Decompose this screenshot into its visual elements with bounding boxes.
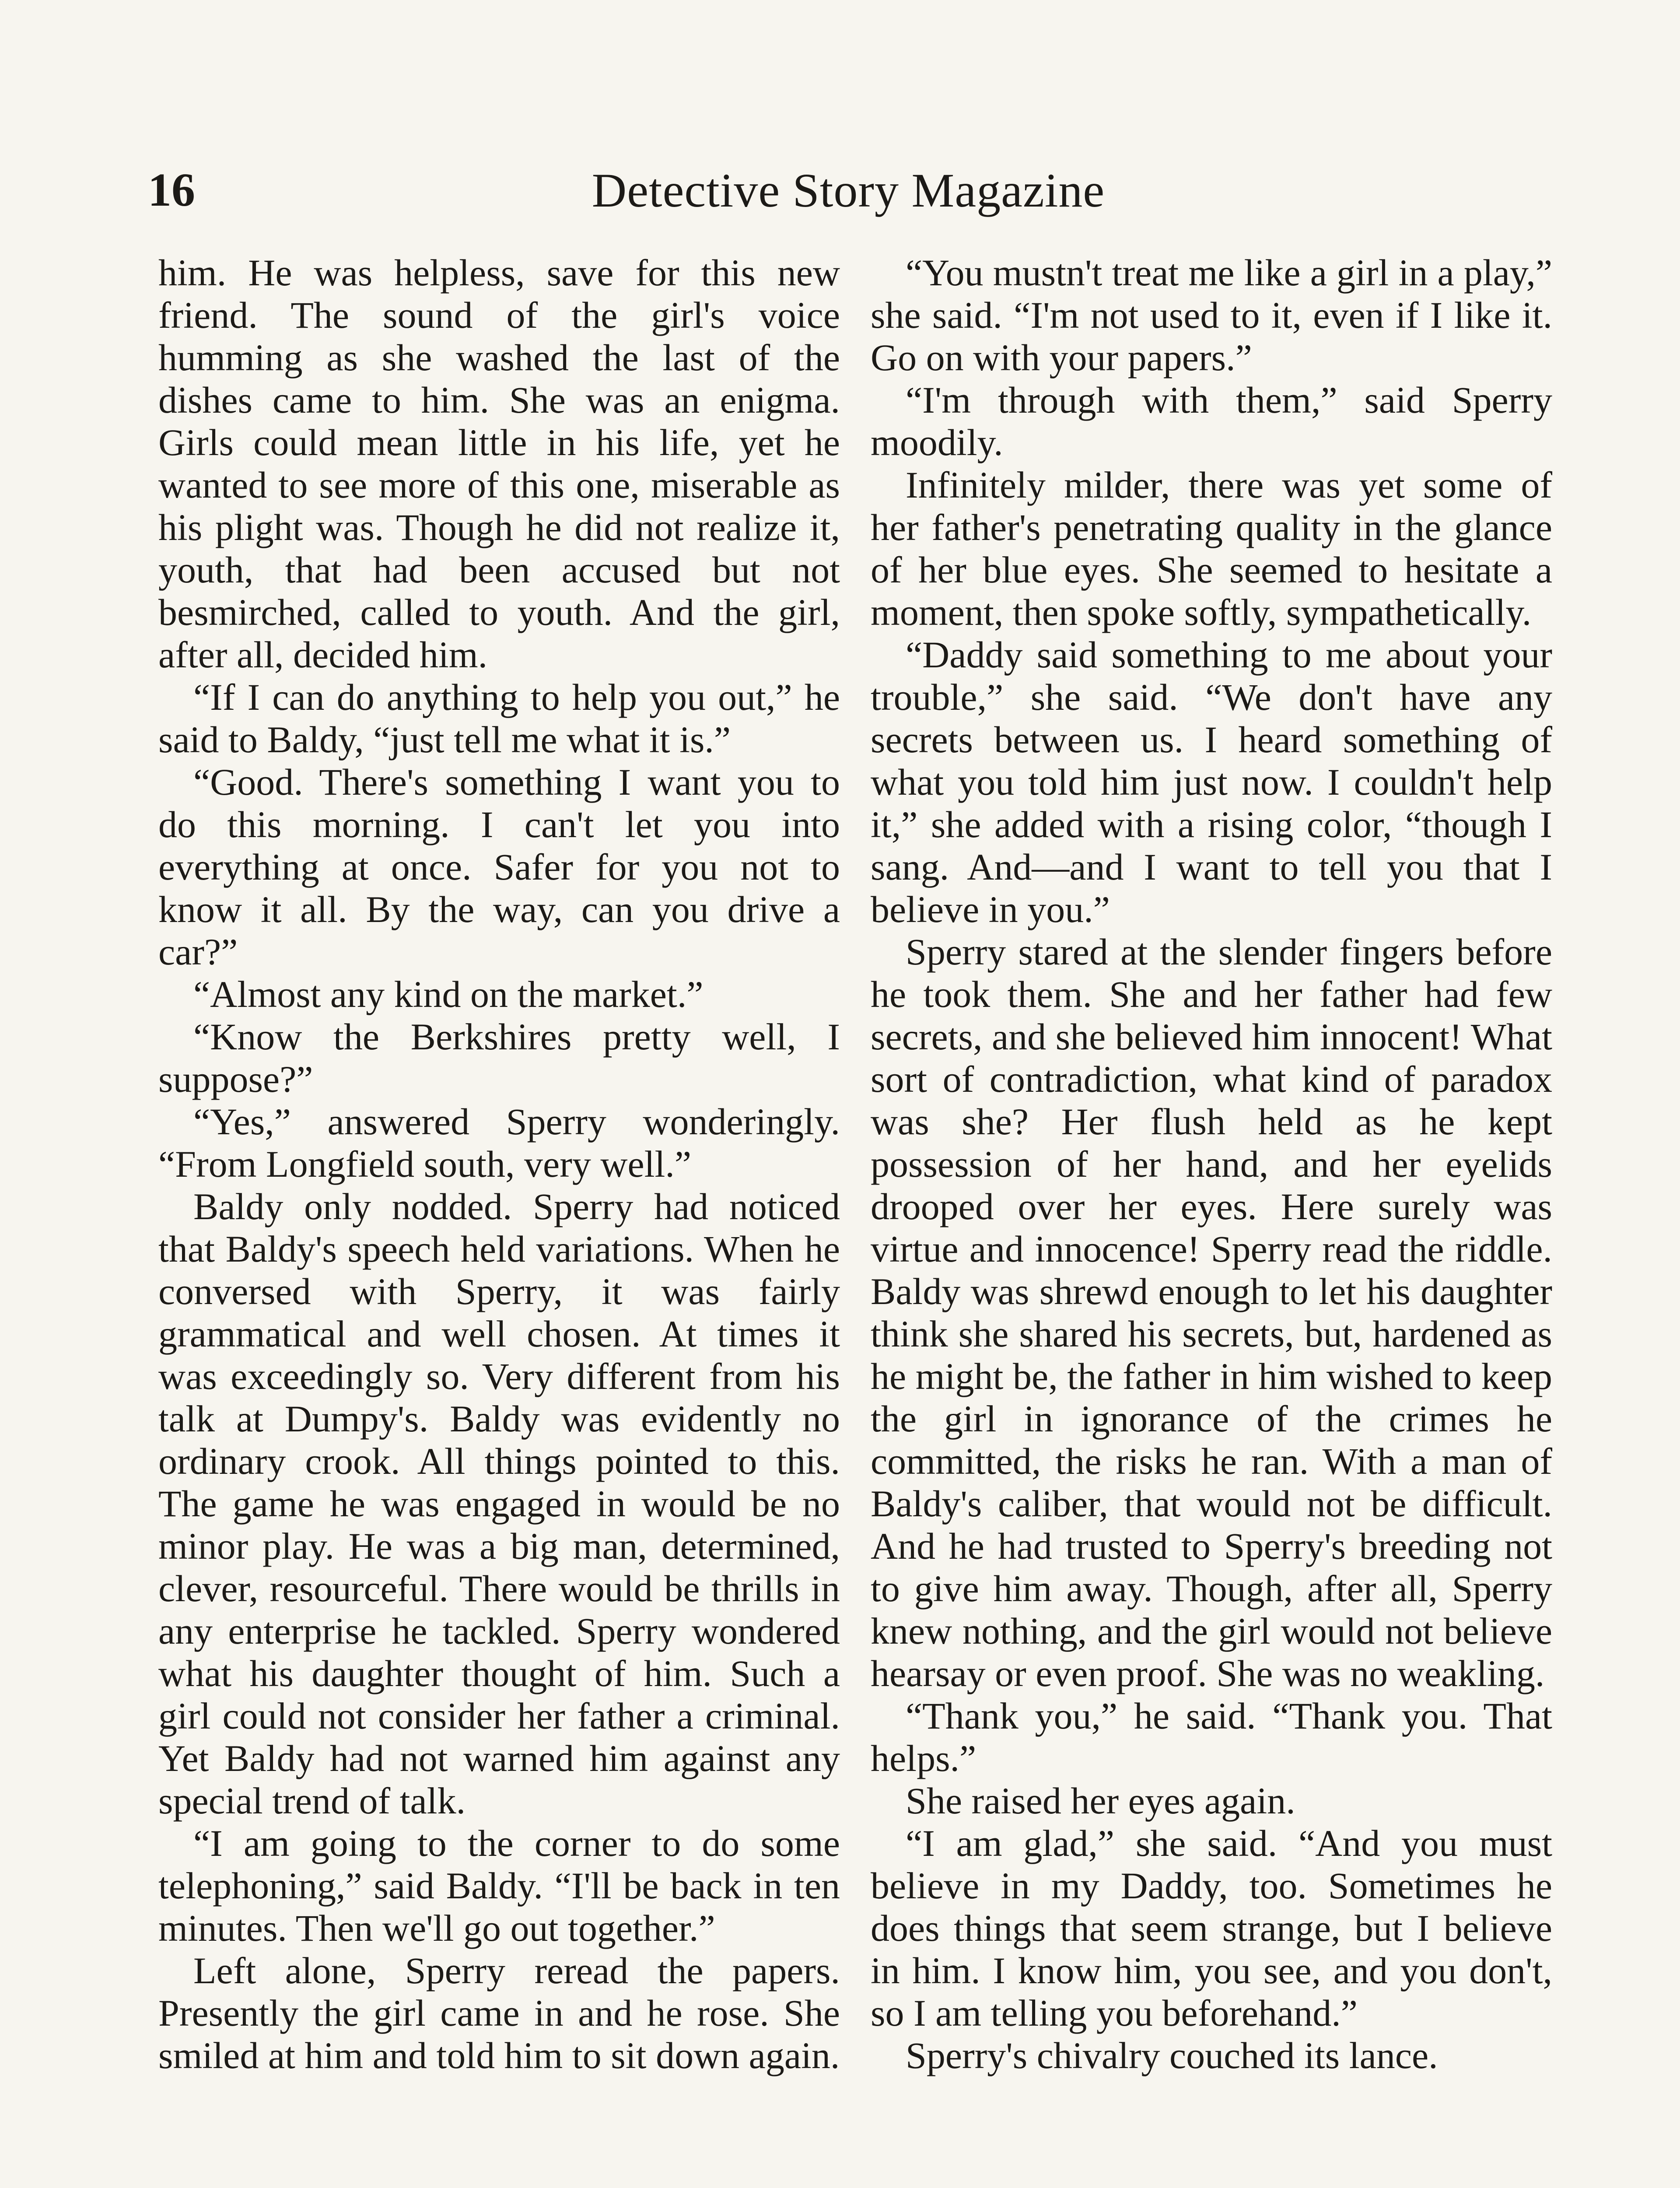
paragraph: “Thank you,” he said. “Thank you. That helps.” bbox=[871, 1695, 1552, 1779]
paragraph: “Daddy said something to me about your trouble,” she said. “We don't have any secrets between us. I heard something of what you told him just now. I couldn't help it,” she added with a rising color, “though I sang. And—and I want to tell you that I believe in you.” bbox=[871, 634, 1552, 930]
paragraph: “You mustn't treat me like a girl in a play,” she said. “I'm not used to it, even if I like it. Go on with your papers.” bbox=[871, 252, 1552, 379]
paragraph: “Almost any kind on the market.” bbox=[193, 973, 704, 1015]
paragraph: “Good. There's something I want you to do this morning. I can't let you into everything at once. Safer for you not to know it all. By the way, can you drive a car?” bbox=[158, 761, 840, 973]
paragraph: him. He was helpless, save for this new friend. The sound of the girl's voice humming as she washed the last of the dishes came to him. She was an enigma. Girls could mean little in his life, yet he wanted to see more of this one, miserable as his plight was. Though he did not realize it, youth, that had been accused but not besmirched, called to youth. And the girl, after all, decided him. bbox=[158, 252, 840, 676]
paragraph: “I'm through with them,” said Sperry moodily. bbox=[871, 379, 1552, 463]
paragraph: “If I can do anything to help you out,” he said to Baldy, “just tell me what it is.” bbox=[158, 676, 840, 761]
paragraph: She raised her eyes again. bbox=[906, 1780, 1295, 1822]
paragraph: Baldy only nodded. Sperry had noticed that Baldy's speech held variations. When he conversed with Sperry, it was fairly grammatical and well chosen. At times it was exceedingly so. Very different from his talk at Dumpy's. Baldy was evidently no ordinary crook. All things pointed to this. The game he was engaged in would be no minor play. He was a big man, determined, clever, resourceful. There would be thrills in any enterprise he tackled. Sperry wondered what his daughter thought of him. Such a girl could not consider her father a criminal. Yet Baldy had not warned him against any special trend of talk. bbox=[158, 1185, 840, 1822]
paragraph: Infinitely milder, there was yet some of her father's penetrating quality in the glance of her blue eyes. She seemed to hesitate a moment, then spoke softly, sympathetically. bbox=[871, 464, 1552, 633]
paragraph: Sperry stared at the slender fingers before he took them. She and her father had few secrets, and she believed him innocent! What sort of contradiction, what kind of paradox was she? Her flush held as he kept possession of her hand, and her eyelids drooped over her eyes. Here surely was virtue and innocence! Sperry read the riddle. Baldy was shrewd enough to let his daughter think she shared his secrets, but, hardened as he might be, the father in him wished to keep the girl in ignorance of the crimes he committed, the risks he ran. With a man of Baldy's caliber, that would not be difficult. And he had trusted to Sperry's breeding not to give him away. Though, after all, Sperry knew nothing, and the girl would not believe hearsay or even proof. She was no weakling. bbox=[871, 931, 1552, 1694]
magazine-title: Detective Story Magazine bbox=[592, 164, 1105, 217]
left-column bbox=[158, 252, 840, 2188]
right-column bbox=[871, 252, 1552, 2188]
paragraph: “Yes,” answered Sperry wonderingly. “From Longfield south, very well.” bbox=[158, 1101, 840, 1185]
page-header bbox=[148, 158, 1549, 223]
paragraph: “Know the Berkshires pretty well, I suppose?” bbox=[158, 1016, 840, 1100]
paragraph: Sperry's chivalry couched its lance. bbox=[906, 2034, 1438, 2076]
paragraph: “I am glad,” she said. “And you must believe in my Daddy, too. Sometimes he does things that seem strange, but I believe in him. I know him, you see, and you don't, so I am telling you beforehand.” bbox=[871, 1822, 1552, 2034]
page-number: 16 bbox=[148, 164, 195, 216]
paragraph: Left alone, Sperry reread the papers. Presently the girl came in and he rose. She smiled at him and told him to sit down again. bbox=[158, 1950, 840, 2076]
paragraph: “I am going to the corner to do some telephoning,” said Baldy. “I'll be back in ten minutes. Then we'll go out together.” bbox=[158, 1822, 840, 1949]
